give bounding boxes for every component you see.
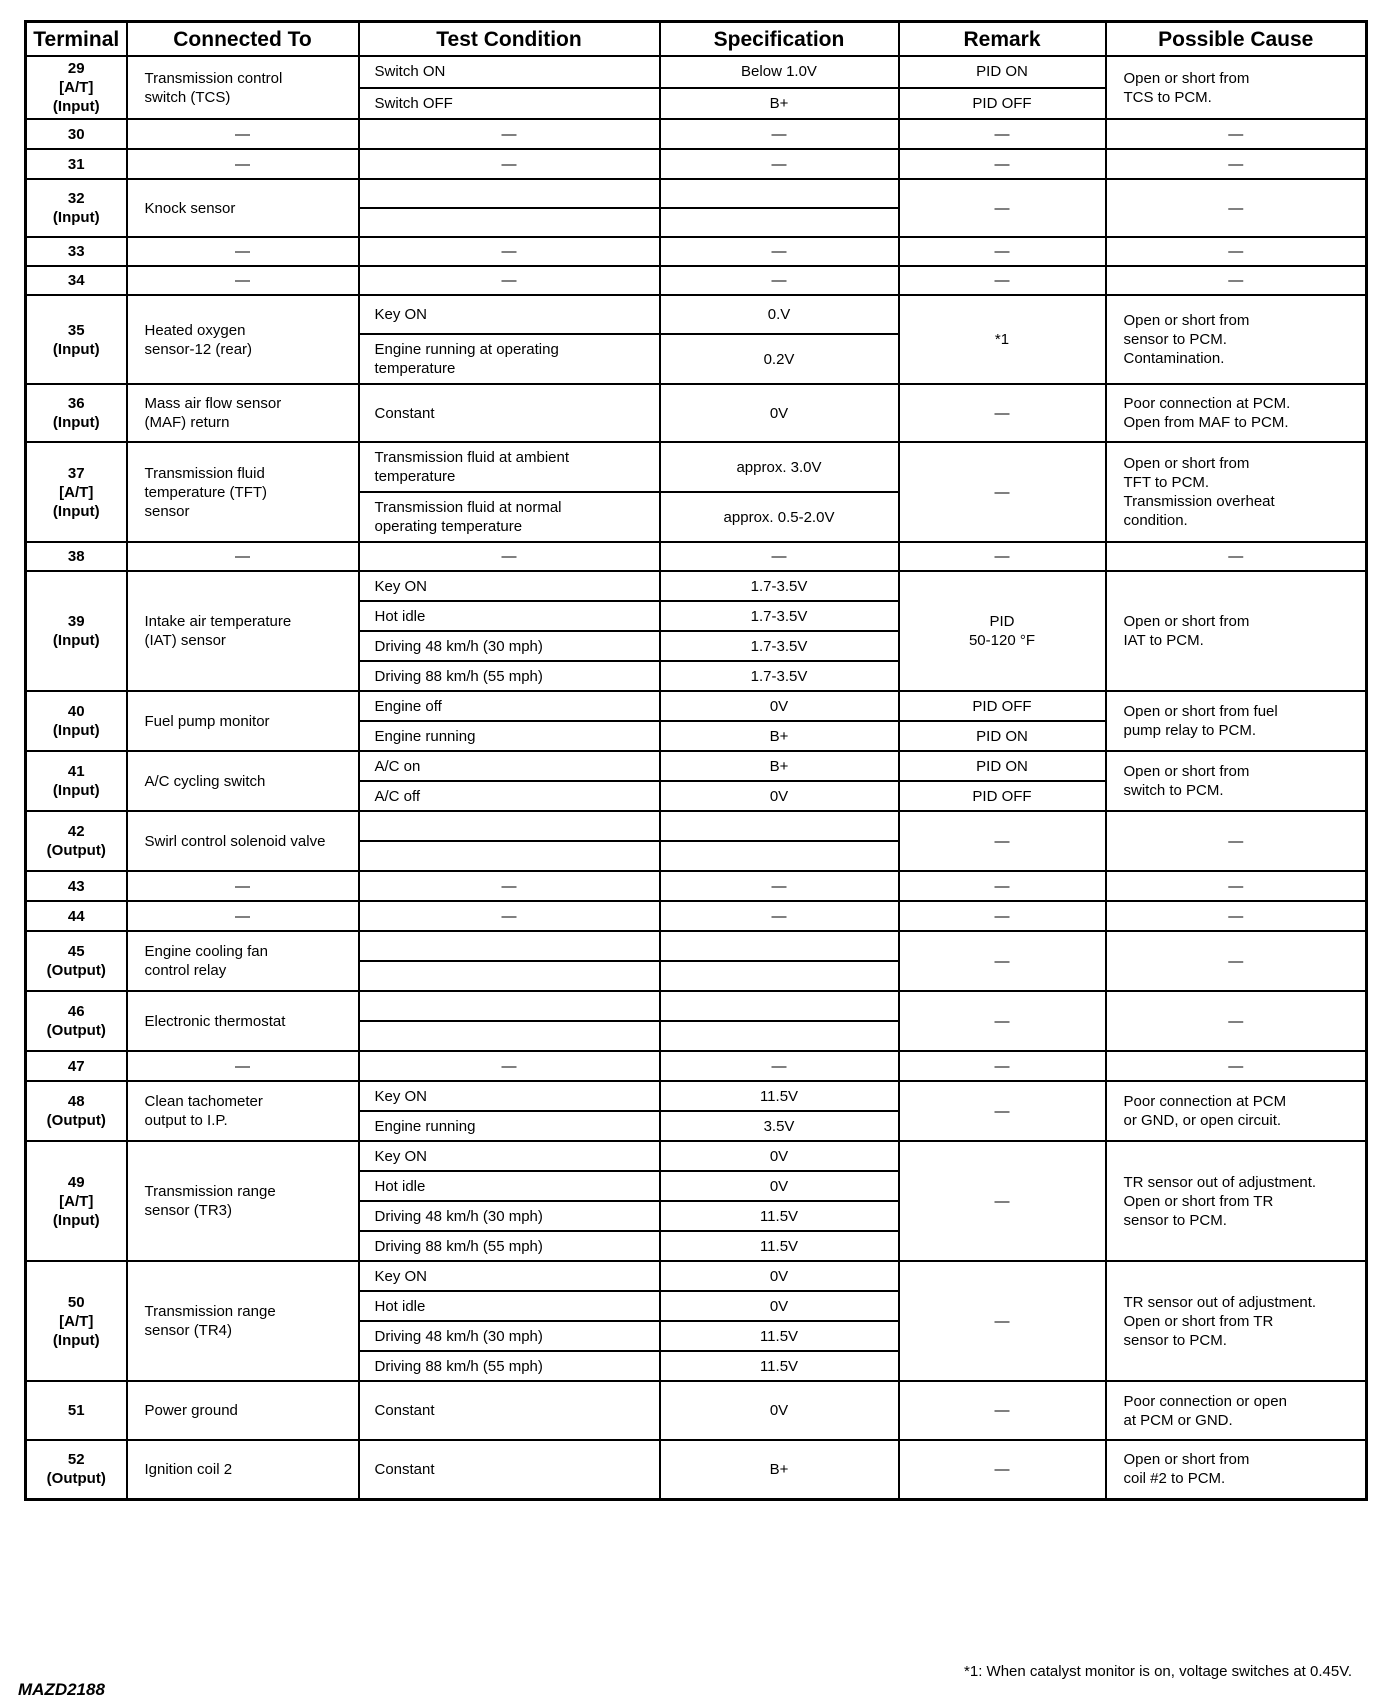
specification-cell: 0V: [660, 781, 899, 811]
remark-cell: —: [899, 442, 1106, 542]
header-remark: Remark: [899, 22, 1106, 57]
table-row: [26, 56, 1367, 88]
specification-cell: [660, 991, 899, 1021]
terminal-spec-sheet: [24, 20, 1365, 1501]
connected-to-cell: Heated oxygen sensor-12 (rear): [127, 295, 359, 384]
table-row: [26, 1081, 1367, 1111]
specification-cell: Below 1.0V: [660, 56, 899, 88]
test-condition-cell: Key ON: [359, 1141, 660, 1171]
remark-cell: PID OFF: [899, 691, 1106, 721]
terminal-cell: 34: [26, 266, 127, 295]
possible-cause-cell: —: [1106, 119, 1367, 149]
remark-cell: —: [899, 149, 1106, 179]
terminal-cell: 41 (Input): [26, 751, 127, 811]
connected-to-cell: —: [127, 901, 359, 931]
connected-to-cell: Transmission range sensor (TR3): [127, 1141, 359, 1261]
specification-cell: —: [660, 266, 899, 295]
test-condition-cell: [359, 991, 660, 1021]
possible-cause-cell: —: [1106, 266, 1367, 295]
specification-cell: 0V: [660, 1171, 899, 1201]
table-row: [26, 149, 1367, 179]
specification-cell: B+: [660, 1440, 899, 1499]
possible-cause-cell: —: [1106, 991, 1367, 1051]
test-condition-cell: [359, 961, 660, 991]
specification-cell: [660, 811, 899, 841]
header-possible-cause: Possible Cause: [1106, 22, 1367, 57]
table-row: [26, 691, 1367, 721]
remark-cell: —: [899, 384, 1106, 442]
test-condition-cell: [359, 208, 660, 237]
test-condition-cell: Constant: [359, 1440, 660, 1499]
test-condition-cell: —: [359, 871, 660, 901]
possible-cause-cell: —: [1106, 931, 1367, 991]
table-row: [26, 179, 1367, 208]
possible-cause-cell: TR sensor out of adjustment. Open or short from TR sensor to PCM.: [1106, 1141, 1367, 1261]
table-row: [26, 1261, 1367, 1291]
remark-cell: PID OFF: [899, 781, 1106, 811]
terminal-cell: 31: [26, 149, 127, 179]
header-specification: Specification: [660, 22, 899, 57]
specification-cell: —: [660, 871, 899, 901]
specification-cell: 0V: [660, 384, 899, 442]
connected-to-cell: —: [127, 237, 359, 266]
terminal-cell: 36 (Input): [26, 384, 127, 442]
terminal-cell: 35 (Input): [26, 295, 127, 384]
table-row: [26, 442, 1367, 492]
terminal-cell: 51: [26, 1381, 127, 1440]
table-row: [26, 901, 1367, 931]
connected-to-cell: —: [127, 266, 359, 295]
possible-cause-cell: —: [1106, 811, 1367, 871]
specification-cell: 0.2V: [660, 334, 899, 384]
connected-to-cell: Transmission range sensor (TR4): [127, 1261, 359, 1381]
possible-cause-cell: —: [1106, 179, 1367, 237]
connected-to-cell: —: [127, 542, 359, 571]
test-condition-cell: Switch ON: [359, 56, 660, 88]
test-condition-cell: Driving 48 km/h (30 mph): [359, 1201, 660, 1231]
table-row: [26, 1381, 1367, 1440]
terminal-cell: 43: [26, 871, 127, 901]
terminal-cell: 44: [26, 901, 127, 931]
test-condition-cell: —: [359, 119, 660, 149]
specification-cell: 11.5V: [660, 1201, 899, 1231]
test-condition-cell: A/C on: [359, 751, 660, 781]
specification-cell: 11.5V: [660, 1231, 899, 1261]
test-condition-cell: —: [359, 266, 660, 295]
table-row: [26, 571, 1367, 601]
terminal-cell: 29 [A/T] (Input): [26, 56, 127, 119]
specification-cell: 3.5V: [660, 1111, 899, 1141]
table-row: [26, 1051, 1367, 1081]
specification-cell: 0V: [660, 1381, 899, 1440]
remark-cell: —: [899, 931, 1106, 991]
header-row: [26, 22, 1367, 57]
table-row: [26, 751, 1367, 781]
specification-cell: [660, 1021, 899, 1051]
terminal-cell: 38: [26, 542, 127, 571]
terminal-cell: 39 (Input): [26, 571, 127, 691]
specification-cell: 11.5V: [660, 1351, 899, 1381]
test-condition-cell: Hot idle: [359, 1171, 660, 1201]
table-row: [26, 1141, 1367, 1171]
test-condition-cell: Key ON: [359, 571, 660, 601]
connected-to-cell: Ignition coil 2: [127, 1440, 359, 1499]
test-condition-cell: Engine off: [359, 691, 660, 721]
test-condition-cell: Driving 48 km/h (30 mph): [359, 1321, 660, 1351]
possible-cause-cell: Open or short from IAT to PCM.: [1106, 571, 1367, 691]
terminal-cell: 32 (Input): [26, 179, 127, 237]
test-condition-cell: [359, 1021, 660, 1051]
table-row: [26, 295, 1367, 334]
remark-cell: —: [899, 1051, 1106, 1081]
table-row: [26, 811, 1367, 841]
possible-cause-cell: Open or short from fuel pump relay to PCM.: [1106, 691, 1367, 751]
specification-cell: [660, 961, 899, 991]
connected-to-cell: —: [127, 1051, 359, 1081]
specification-cell: approx. 0.5-2.0V: [660, 492, 899, 542]
test-condition-cell: Engine running: [359, 1111, 660, 1141]
terminal-cell: 52 (Output): [26, 1440, 127, 1499]
header-test-condition: Test Condition: [359, 22, 660, 57]
possible-cause-cell: —: [1106, 871, 1367, 901]
connected-to-cell: Power ground: [127, 1381, 359, 1440]
specification-cell: —: [660, 237, 899, 266]
test-condition-cell: [359, 841, 660, 871]
test-condition-cell: Hot idle: [359, 601, 660, 631]
specification-cell: 11.5V: [660, 1081, 899, 1111]
specification-cell: approx. 3.0V: [660, 442, 899, 492]
connected-to-cell: Intake air temperature (IAT) sensor: [127, 571, 359, 691]
terminal-cell: 49 [A/T] (Input): [26, 1141, 127, 1261]
test-condition-cell: Driving 88 km/h (55 mph): [359, 661, 660, 691]
specification-cell: [660, 841, 899, 871]
terminal-cell: 33: [26, 237, 127, 266]
remark-cell: —: [899, 266, 1106, 295]
possible-cause-cell: Open or short from sensor to PCM. Contamination.: [1106, 295, 1367, 384]
test-condition-cell: —: [359, 237, 660, 266]
connected-to-cell: A/C cycling switch: [127, 751, 359, 811]
specification-cell: 1.7-3.5V: [660, 661, 899, 691]
specification-cell: 0V: [660, 1261, 899, 1291]
table-row: [26, 1440, 1367, 1499]
test-condition-cell: Key ON: [359, 1081, 660, 1111]
specification-cell: B+: [660, 721, 899, 751]
terminal-cell: 48 (Output): [26, 1081, 127, 1141]
specification-cell: B+: [660, 88, 899, 120]
terminal-cell: 40 (Input): [26, 691, 127, 751]
specification-cell: —: [660, 149, 899, 179]
possible-cause-cell: Poor connection or open at PCM or GND.: [1106, 1381, 1367, 1440]
specification-cell: [660, 931, 899, 961]
test-condition-cell: A/C off: [359, 781, 660, 811]
possible-cause-cell: Open or short from TCS to PCM.: [1106, 56, 1367, 119]
remark-cell: *1: [899, 295, 1106, 384]
specification-cell: —: [660, 119, 899, 149]
remark-cell: —: [899, 1141, 1106, 1261]
terminal-cell: 47: [26, 1051, 127, 1081]
test-condition-cell: Key ON: [359, 295, 660, 334]
terminal-cell: 50 [A/T] (Input): [26, 1261, 127, 1381]
remark-cell: —: [899, 119, 1106, 149]
connected-to-cell: Knock sensor: [127, 179, 359, 237]
remark-cell: —: [899, 1440, 1106, 1499]
connected-to-cell: Mass air flow sensor (MAF) return: [127, 384, 359, 442]
test-condition-cell: Constant: [359, 1381, 660, 1440]
connected-to-cell: Fuel pump monitor: [127, 691, 359, 751]
remark-cell: —: [899, 991, 1106, 1051]
test-condition-cell: [359, 179, 660, 208]
terminal-cell: 45 (Output): [26, 931, 127, 991]
test-condition-cell: Driving 88 km/h (55 mph): [359, 1351, 660, 1381]
possible-cause-cell: —: [1106, 542, 1367, 571]
remark-cell: —: [899, 237, 1106, 266]
remark-cell: —: [899, 1081, 1106, 1141]
test-condition-cell: Engine running at operating temperature: [359, 334, 660, 384]
connected-to-cell: Swirl control solenoid valve: [127, 811, 359, 871]
connected-to-cell: Transmission control switch (TCS): [127, 56, 359, 119]
test-condition-cell: Driving 48 km/h (30 mph): [359, 631, 660, 661]
specification-cell: 0V: [660, 1291, 899, 1321]
connected-to-cell: Transmission fluid temperature (TFT) sensor: [127, 442, 359, 542]
table-row: [26, 871, 1367, 901]
possible-cause-cell: Open or short from switch to PCM.: [1106, 751, 1367, 811]
table-row: [26, 991, 1367, 1021]
possible-cause-cell: —: [1106, 149, 1367, 179]
possible-cause-cell: Poor connection at PCM or GND, or open circuit.: [1106, 1081, 1367, 1141]
test-condition-cell: Hot idle: [359, 1291, 660, 1321]
test-condition-cell: Constant: [359, 384, 660, 442]
remark-cell: —: [899, 1261, 1106, 1381]
specification-cell: [660, 208, 899, 237]
remark-cell: —: [899, 811, 1106, 871]
possible-cause-cell: Open or short from TFT to PCM. Transmission overheat condition.: [1106, 442, 1367, 542]
table-row: [26, 931, 1367, 961]
test-condition-cell: Key ON: [359, 1261, 660, 1291]
possible-cause-cell: Poor connection at PCM. Open from MAF to PCM.: [1106, 384, 1367, 442]
remark-cell: —: [899, 871, 1106, 901]
remark-cell: PID 50-120 °F: [899, 571, 1106, 691]
test-condition-cell: —: [359, 149, 660, 179]
remark-cell: —: [899, 901, 1106, 931]
connected-to-cell: —: [127, 871, 359, 901]
test-condition-cell: Transmission fluid at normal operating temperature: [359, 492, 660, 542]
possible-cause-cell: TR sensor out of adjustment. Open or short from TR sensor to PCM.: [1106, 1261, 1367, 1381]
test-condition-cell: —: [359, 901, 660, 931]
figure-id: MAZD2188: [18, 1680, 105, 1699]
specification-cell: 11.5V: [660, 1321, 899, 1351]
test-condition-cell: [359, 931, 660, 961]
remark-cell: PID ON: [899, 56, 1106, 88]
terminal-cell: 30: [26, 119, 127, 149]
possible-cause-cell: Open or short from coil #2 to PCM.: [1106, 1440, 1367, 1499]
specification-cell: B+: [660, 751, 899, 781]
header-connected-to: Connected To: [127, 22, 359, 57]
remark-cell: —: [899, 542, 1106, 571]
test-condition-cell: —: [359, 542, 660, 571]
test-condition-cell: Driving 88 km/h (55 mph): [359, 1231, 660, 1261]
table-row: [26, 266, 1367, 295]
terminal-cell: 46 (Output): [26, 991, 127, 1051]
specification-cell: 0V: [660, 691, 899, 721]
test-condition-cell: Transmission fluid at ambient temperature: [359, 442, 660, 492]
possible-cause-cell: —: [1106, 1051, 1367, 1081]
footnote: *1: When catalyst monitor is on, voltage switches at 0.45V.: [964, 1663, 1352, 1680]
test-condition-cell: —: [359, 1051, 660, 1081]
header-terminal: Terminal: [26, 22, 127, 57]
terminal-cell: 37 [A/T] (Input): [26, 442, 127, 542]
specification-cell: 1.7-3.5V: [660, 571, 899, 601]
remark-cell: —: [899, 1381, 1106, 1440]
specification-cell: —: [660, 901, 899, 931]
table-row: [26, 237, 1367, 266]
test-condition-cell: Engine running: [359, 721, 660, 751]
specification-cell: —: [660, 542, 899, 571]
connected-to-cell: —: [127, 119, 359, 149]
specification-cell: —: [660, 1051, 899, 1081]
table-row: [26, 119, 1367, 149]
connected-to-cell: Electronic thermostat: [127, 991, 359, 1051]
specification-cell: 1.7-3.5V: [660, 631, 899, 661]
specification-cell: 0.V: [660, 295, 899, 334]
table-row: [26, 384, 1367, 442]
specification-cell: 1.7-3.5V: [660, 601, 899, 631]
connected-to-cell: Engine cooling fan control relay: [127, 931, 359, 991]
possible-cause-cell: —: [1106, 237, 1367, 266]
remark-cell: —: [899, 179, 1106, 237]
connected-to-cell: Clean tachometer output to I.P.: [127, 1081, 359, 1141]
remark-cell: PID OFF: [899, 88, 1106, 120]
connected-to-cell: —: [127, 149, 359, 179]
terminal-table: [24, 20, 1368, 1501]
terminal-cell: 42 (Output): [26, 811, 127, 871]
possible-cause-cell: —: [1106, 901, 1367, 931]
table-row: [26, 542, 1367, 571]
remark-cell: PID ON: [899, 721, 1106, 751]
test-condition-cell: Switch OFF: [359, 88, 660, 120]
remark-cell: PID ON: [899, 751, 1106, 781]
specification-cell: [660, 179, 899, 208]
specification-cell: 0V: [660, 1141, 899, 1171]
test-condition-cell: [359, 811, 660, 841]
